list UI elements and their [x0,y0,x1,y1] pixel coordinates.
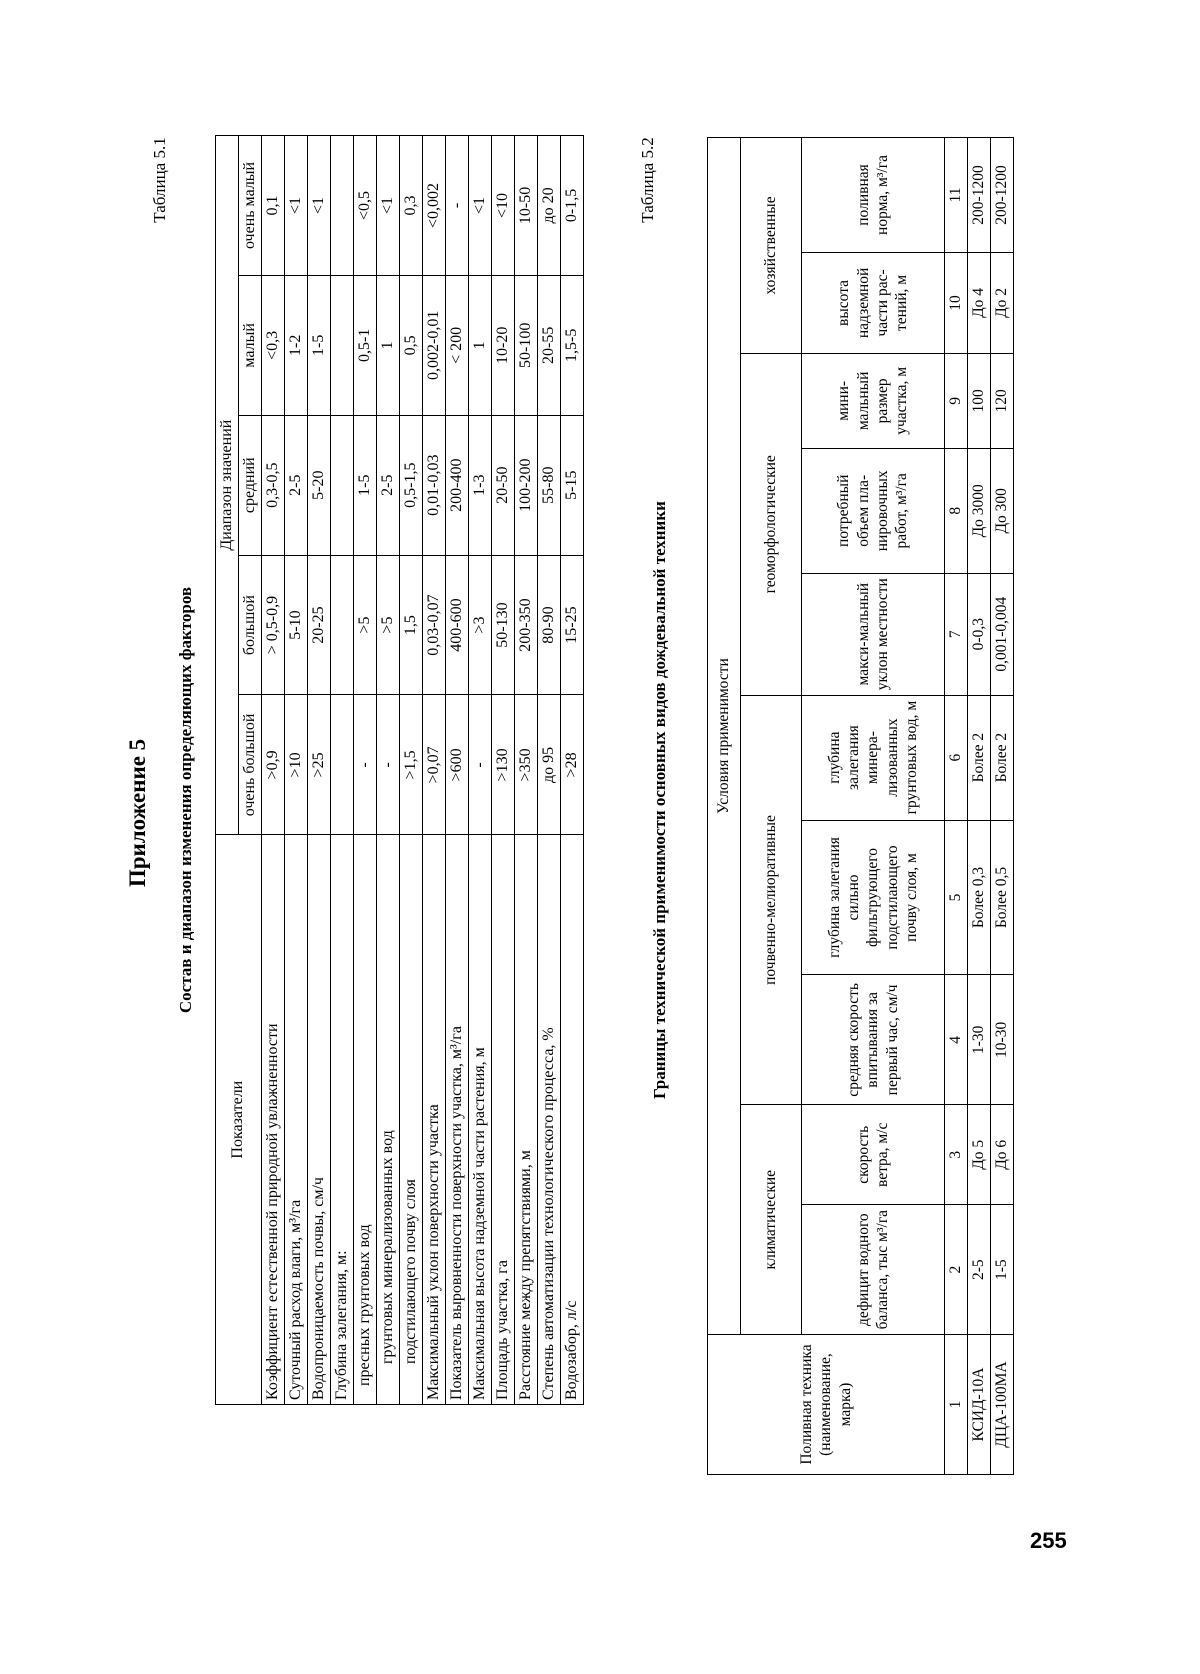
cell-value: 1 [377,275,400,415]
cell-value: 0,5-1 [354,275,377,415]
cell-value: <0,3 [262,275,285,415]
header-plant-height: высота надземной части рас-тений, м [802,252,945,353]
cell-value: 1-5 [991,1205,1014,1335]
cell-value: Более 2 [968,695,991,820]
header-medium: средний [239,415,262,555]
cell-value: >10 [285,695,308,835]
column-number: 4 [945,975,968,1105]
cell-value: 50-130 [492,555,515,695]
table-row [423,136,446,1405]
row-label: подстилающего почву слоя [400,835,423,1405]
cell-value: 0,5 [400,275,423,415]
page-number: 255 [1030,1528,1067,1553]
cell-value: <1 [285,136,308,276]
cell-value: Более 0,5 [991,820,1014,975]
cell-value [331,695,354,835]
cell-value: 1-5 [354,415,377,555]
header-soil: почвенно-мелиоративные [741,695,802,1105]
cell-value: 2-5 [968,1205,991,1335]
header-infiltration: средняя скорость впитывания за первый час, см/ч [802,975,945,1105]
cell-value: 0,1 [262,136,285,276]
cell-value: 10-20 [492,275,515,415]
row-label: Глубина залегания, м: [331,835,354,1405]
cell-value: <10 [492,136,515,276]
row-label: Суточный расход влаги, м³/га [285,835,308,1405]
column-numbers-row [945,138,968,1475]
machine-name: ДЦА-100МА [991,1335,1014,1475]
cell-value: 20-55 [538,275,561,415]
table-row [262,136,285,1405]
cell-value: Более 2 [991,695,1014,820]
row-label: Коэффициент естественной природной увлажненности [262,835,285,1405]
row-label: Расстояние между препятствиями, м [515,835,538,1405]
table-row [308,136,331,1405]
cell-value: 1-2 [285,275,308,415]
cell-value: 200-400 [446,415,469,555]
cell-value: До 5 [968,1105,991,1205]
row-label: грунтовых минерализованных вод [377,835,400,1405]
cell-value: 0,3-0,5 [262,415,285,555]
cell-value: 100 [968,353,991,448]
table-row [492,136,515,1405]
header-very-small: очень малый [239,136,262,276]
cell-value [331,275,354,415]
header-mineral-water-depth: глубина залегания минера-лизованных грунтовых вод, м [802,695,945,820]
column-number: 2 [945,1205,968,1335]
cell-value: - [446,136,469,276]
cell-value: до 20 [538,136,561,276]
table-row [538,136,561,1405]
header-irrigation-norm: поливная норма, м³/га [802,138,945,253]
row-label: пресных грунтовых вод [354,835,377,1405]
column-number: 8 [945,448,968,573]
header-small: малый [239,275,262,415]
table1-wrapper [215,135,584,1405]
table-row [331,136,354,1405]
cell-value: До 2 [991,252,1014,353]
row-label: Водозабор, л/с [561,835,584,1405]
column-number: 7 [945,573,968,695]
cell-value: 0,002-0,01 [423,275,446,415]
cell-value: 5-15 [561,415,584,555]
cell-value: >600 [446,695,469,835]
cell-value: 10-30 [991,975,1014,1105]
cell-value [331,555,354,695]
appendix-title: Приложение 5 [125,738,150,888]
column-number: 9 [945,353,968,448]
cell-value: 200-1200 [968,138,991,253]
row-label: Площадь участка, га [492,835,515,1405]
cell-value: 10-50 [515,136,538,276]
cell-value: 200-1200 [991,138,1014,253]
cell-value: 1,5-5 [561,275,584,415]
cell-value: До 300 [991,448,1014,573]
row-label: Степень автоматизации технологического процесса, % [538,835,561,1405]
cell-value: 0-0,3 [968,573,991,695]
cell-value: >25 [308,695,331,835]
cell-value: 0,03-0,07 [423,555,446,695]
cell-value: 50-100 [515,275,538,415]
cell-value: >130 [492,695,515,835]
header-max-slope: макси-мальный уклон местности [802,573,945,695]
cell-value: >1,5 [400,695,423,835]
header-machine: Поливная техника (наименование, марка) [708,1335,945,1475]
cell-value: 5-20 [308,415,331,555]
column-number: 6 [945,695,968,820]
cell-value [331,136,354,276]
table1-label: Таблица 5.1 [150,137,169,223]
header-wind-speed: скорость ветра, м/с [802,1105,945,1205]
column-number: 5 [945,820,968,975]
table-row [377,136,400,1405]
cell-value: 0,01-0,03 [423,415,446,555]
header-indicators: Показатели [216,835,262,1405]
column-number: 1 [945,1335,968,1475]
cell-value: до 95 [538,695,561,835]
header-big: большой [239,555,262,695]
table2 [707,137,1014,1475]
column-number: 11 [945,138,968,253]
cell-value: 400-600 [446,555,469,695]
cell-value: 2-5 [285,415,308,555]
cell-value: 1 [469,275,492,415]
cell-value: <0,002 [423,136,446,276]
cell-value: >28 [561,695,584,835]
machine-name: КСИД-10А [968,1335,991,1475]
table2-wrapper [707,137,1014,1475]
table1-title: Состав и диапазон изменения определяющих факторов [176,586,195,1014]
table-row [561,136,584,1405]
header-water-deficit: дефицит водного баланса, тыс м³/га [802,1205,945,1335]
table2-label: Таблица 5.2 [638,137,657,223]
table2-title: Границы технической применимости основных видов дождевальной техники [650,501,669,1099]
row-label: Показатель выровненности поверхности участка, м³/га [446,835,469,1405]
table-row [446,136,469,1405]
cell-value: <1 [308,136,331,276]
table-row [469,136,492,1405]
cell-value: 55-80 [538,415,561,555]
cell-value: >0,9 [262,695,285,835]
cell-value: 1,5 [400,555,423,695]
cell-value: 1-30 [968,975,991,1105]
cell-value: <1 [377,136,400,276]
cell-value: >350 [515,695,538,835]
header-range: Диапазон значений [216,136,239,835]
table-row [968,138,991,1475]
header-economic: хозяйственные [741,138,802,354]
cell-value: 20-25 [308,555,331,695]
cell-value: 1-5 [308,275,331,415]
cell-value: До 6 [991,1105,1014,1205]
cell-value: 80-90 [538,555,561,695]
cell-value: <1 [469,136,492,276]
cell-value: >3 [469,555,492,695]
cell-value: 0,3 [400,136,423,276]
header-very-big: очень большой [239,695,262,835]
cell-value: >0,07 [423,695,446,835]
cell-value: >5 [377,555,400,695]
cell-value: > 0,5-0,9 [262,555,285,695]
table1 [215,135,584,1405]
cell-value [331,415,354,555]
header-conditions: Условия применимости [708,138,741,1335]
cell-value: <0,5 [354,136,377,276]
cell-value: 1-3 [469,415,492,555]
cell-value: - [354,695,377,835]
cell-value: 0,5-1,5 [400,415,423,555]
table-row [354,136,377,1405]
cell-value: 2-5 [377,415,400,555]
cell-value: До 3000 [968,448,991,573]
row-label: Водопроницаемость почвы, см/ч [308,835,331,1405]
cell-value: 0-1,5 [561,136,584,276]
table-row [400,136,423,1405]
cell-value: - [377,695,400,835]
cell-value: 0,001-0,004 [991,573,1014,695]
header-filter-layer-depth: глубина залегания сильно фильтрующего подстилающего почву слоя, м [802,820,945,975]
cell-value: 15-25 [561,555,584,695]
cell-value: >5 [354,555,377,695]
column-number: 10 [945,252,968,353]
header-min-plot-size: мини-мальный размер участка, м [802,353,945,448]
cell-value: - [469,695,492,835]
cell-value: < 200 [446,275,469,415]
column-number: 3 [945,1105,968,1205]
header-geomorph: геоморфологические [741,353,802,695]
table-row [991,138,1014,1475]
cell-value: 20-50 [492,415,515,555]
cell-value: 100-200 [515,415,538,555]
header-climate: климатические [741,1105,802,1335]
table-row [285,136,308,1405]
cell-value: До 4 [968,252,991,353]
cell-value: Более 0,3 [968,820,991,975]
row-label: Максимальный уклон поверхности участка [423,835,446,1405]
cell-value: 5-10 [285,555,308,695]
cell-value: 200-350 [515,555,538,695]
row-label: Максимальная высота надземной части растения, м [469,835,492,1405]
cell-value: 120 [991,353,1014,448]
header-planning-volume: потребный объем пла-нировочных работ, м³/га [802,448,945,573]
table-row [515,136,538,1405]
